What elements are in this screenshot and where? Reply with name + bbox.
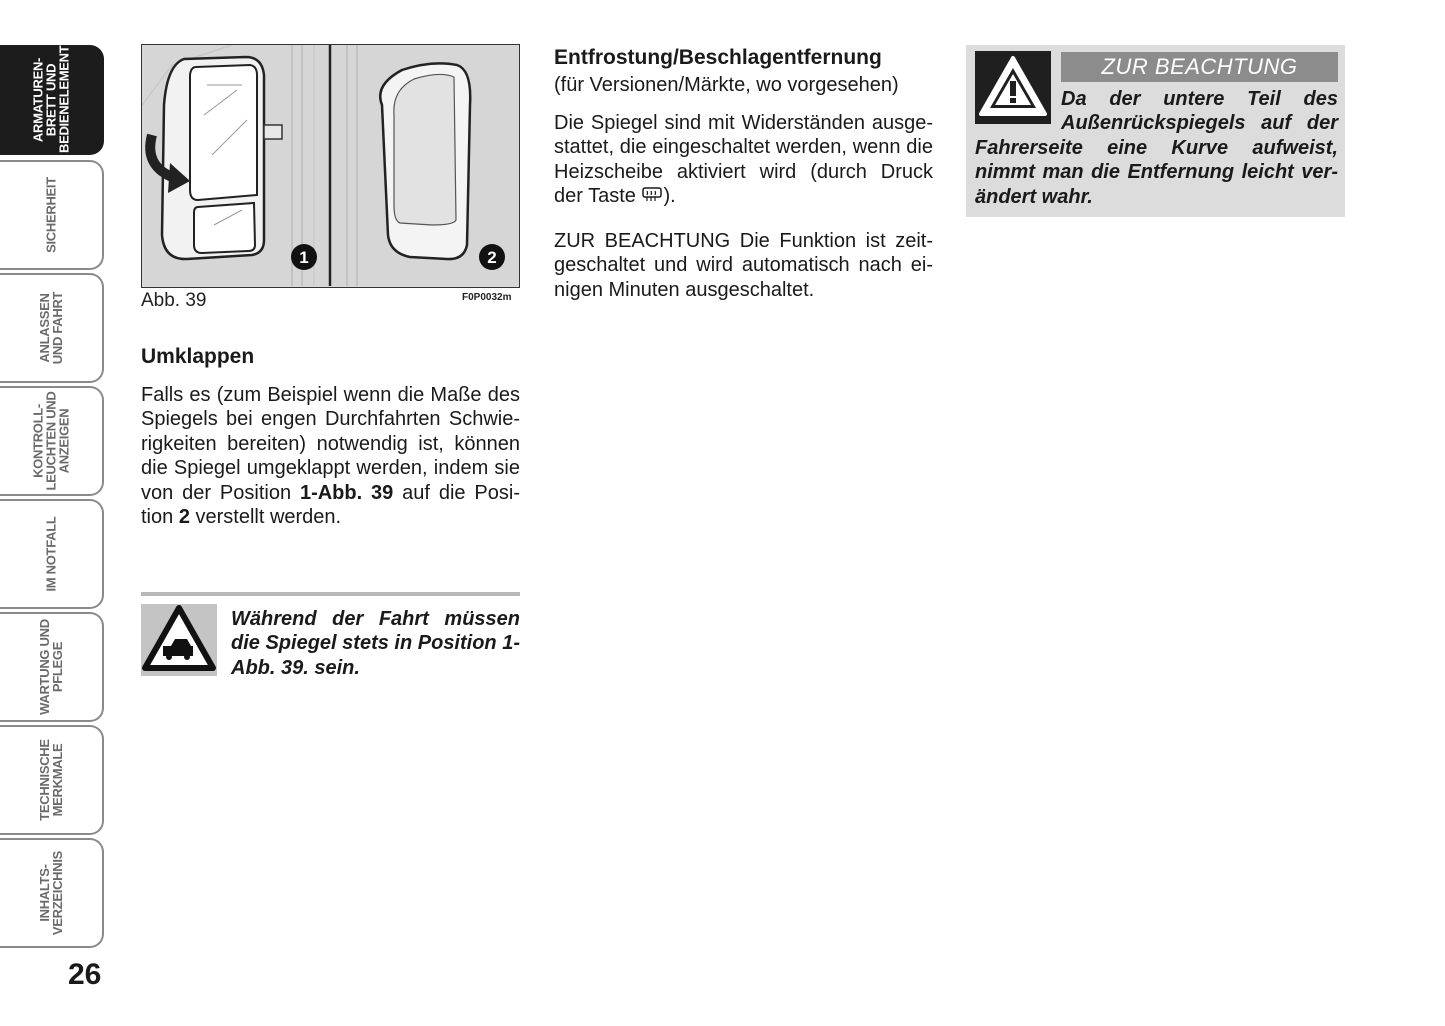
figure-code: F0P0032m <box>462 292 512 303</box>
umklappen-line: Spiegels bei engen Durchfahrten Schwie- <box>141 408 520 431</box>
side-tab-anlassen[interactable] <box>0 273 104 383</box>
entfrostung-line <box>554 184 933 209</box>
warning-drive-text <box>231 607 520 680</box>
warning-line: die Spiegel stets in Position 1- <box>231 632 520 655</box>
warning-vehicle-icon <box>141 604 217 676</box>
figure-caption: Abb. 39 <box>141 290 207 311</box>
caution-line: ändert wahr. <box>975 185 1093 208</box>
entfrostung-heading: Entfrostung/Beschlagentfernung <box>554 46 882 69</box>
side-tab-technische[interactable] <box>0 725 104 835</box>
warning-line: Abb. 39. sein. <box>231 656 360 679</box>
umklappen-heading: Umklappen <box>141 345 255 368</box>
entfrostung-line: ZUR BEACHTUNG Die Funktion ist zeit- <box>554 230 933 252</box>
entfrostung-line: geschaltet und wird automatisch nach ei- <box>554 254 933 277</box>
entfrostung-paragraph-1 <box>554 111 933 209</box>
umklappen-line <box>141 505 520 529</box>
side-tab-wartung[interactable] <box>0 612 104 722</box>
entfrostung-line: nigen Minuten ausgeschaltet. <box>554 278 815 301</box>
umklappen-text: von der Position <box>141 481 300 504</box>
side-tab-label: INHALTS- VERZEICHNIS <box>37 850 65 936</box>
side-tab-label: WARTUNG UND PFLEGE <box>37 619 65 715</box>
side-tab-notfall[interactable] <box>0 499 104 609</box>
umklappen-line: die Spiegel umgeklappt werden, indem sie <box>141 457 520 480</box>
side-tab-label: ARMATUREN- BRETT UND BEDIENELEMENTE <box>30 37 72 153</box>
umklappen-line: Falls es (zum Beispiel wenn die Maße des <box>141 384 520 406</box>
position-reference: 2 <box>178 506 190 529</box>
entfrostung-line: Heizscheibe aktiviert wird (durch Druck <box>554 160 933 183</box>
entfrostung-line: stattet, die eingeschaltet werden, wenn die <box>554 136 933 159</box>
side-tab-sicherheit[interactable] <box>0 160 104 270</box>
entfrostung-subheading <box>554 73 933 97</box>
umklappen-paragraph <box>141 383 520 529</box>
side-tab-kontrollleuchten[interactable] <box>0 386 104 496</box>
caution-text-top <box>1061 87 1338 136</box>
mirror-figure <box>141 44 520 288</box>
figure-reference: 1-Abb. 39 <box>299 481 394 504</box>
umklappen-text: auf die Posi- <box>393 481 520 504</box>
umklappen-line <box>141 481 520 505</box>
side-tab-label: KONTROLL- LEUCHTEN UND ANZEIGEN <box>30 391 72 491</box>
warning-divider <box>141 592 520 596</box>
side-tab-armaturenbrett[interactable] <box>0 37 104 155</box>
side-tab-label: SICHERHEIT <box>43 177 59 253</box>
entfrostung-text: der Taste <box>554 185 642 208</box>
caution-line: Fahrerseite eine Kurve aufweist, <box>975 137 1338 159</box>
warning-line: Während der Fahrt müssen <box>231 608 520 630</box>
figure-marker-2: 2 <box>487 248 497 267</box>
umklappen-text: verstellt werden. <box>189 506 342 529</box>
umklappen-text: tion <box>141 506 179 529</box>
side-tab-label: IM NOTFALL <box>43 516 59 592</box>
entfrostung-text: ). <box>663 185 676 208</box>
umklappen-line: rigkeiten bereiten) notwendig ist, können <box>141 432 520 455</box>
figure-marker-1: 1 <box>299 248 309 267</box>
page-number: 26 <box>68 958 102 991</box>
caution-line: Da der untere Teil des <box>1061 88 1338 110</box>
warning-triangle-icon <box>975 51 1051 124</box>
rear-defrost-icon <box>641 185 663 209</box>
caution-text-bottom <box>975 136 1338 209</box>
caution-title: ZUR BEACHTUNG <box>1061 52 1338 82</box>
mirror-illustration <box>142 45 518 286</box>
entfrostung-paragraph-2 <box>554 229 933 302</box>
caution-line: nimmt man die Entfernung leicht ver- <box>975 161 1338 184</box>
side-tab-label: TECHNISCHE MERKMALE <box>37 739 65 821</box>
entfrostung-subheading-text: (für Versionen/Märkte, wo vorgesehen) <box>554 74 899 96</box>
entfrostung-line: Die Spiegel sind mit Widerständen ausge- <box>554 112 933 134</box>
caution-line: Außenrückspiegels auf der <box>1061 112 1338 135</box>
side-tab-inhaltsverzeichnis[interactable] <box>0 838 104 948</box>
side-tab-label: ANLASSEN UND FAHRT <box>37 291 65 365</box>
